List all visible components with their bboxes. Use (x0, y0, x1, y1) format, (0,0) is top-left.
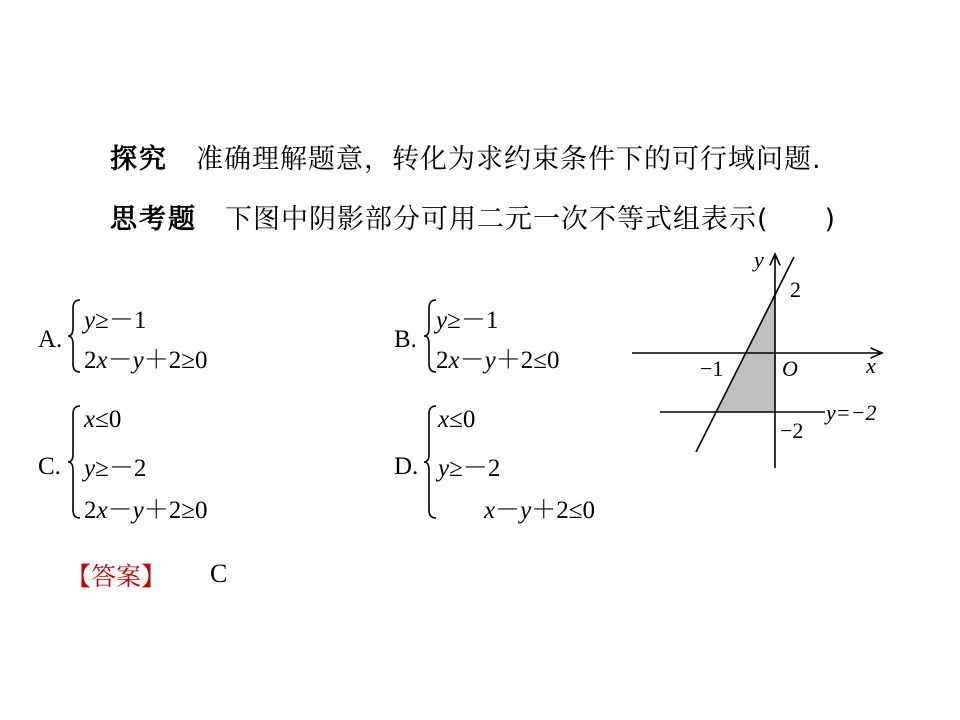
option-d-row-2: y≥－2 (438, 455, 501, 482)
line-label: y=−2 (826, 400, 877, 425)
region-graph (620, 240, 940, 480)
option-a-row-2: 2x－y＋2≥0 (84, 347, 208, 374)
question-tag: 思考题 (110, 204, 197, 235)
question-line (110, 197, 836, 236)
option-a-label: A. (38, 326, 63, 353)
option-c-row-2: y≥－2 (84, 455, 147, 482)
option-c-brace (66, 404, 82, 520)
x-axis-label: x (866, 353, 876, 378)
y-tick-top-label: 2 (790, 277, 801, 302)
option-a-row-1: y≥－1 (84, 307, 147, 334)
option-d-label: D. (394, 453, 419, 480)
option-b-row-1: y≥－1 (436, 307, 499, 334)
y-axis-label: y (754, 247, 764, 272)
option-c-label: C. (38, 453, 61, 480)
x-tick-label: −1 (700, 356, 724, 381)
option-d-row-3: x－y＋2≤0 (484, 497, 595, 524)
option-d-row-1: x≤0 (438, 406, 476, 433)
explore-text: 准确理解题意，转化为求约束条件下的可行域问题. (196, 144, 822, 175)
y-tick-bottom-label: −2 (780, 418, 804, 443)
answer-value: C (210, 559, 228, 588)
origin-label: O (782, 356, 798, 381)
explore-line (110, 137, 822, 176)
option-c-row-1: x≤0 (84, 406, 122, 433)
explore-tag: 探究 (110, 144, 168, 175)
option-b-label: B. (394, 326, 417, 353)
option-a-brace (66, 298, 82, 374)
option-b-row-2: 2x－y＋2≤0 (436, 347, 560, 374)
question-text: 下图中阴影部分可用二元一次不等式组表示( ) (225, 204, 837, 235)
option-c-row-3: 2x－y＋2≥0 (84, 497, 208, 524)
answer-tag: 【答案】 (66, 562, 167, 591)
option-d-brace (422, 404, 438, 520)
